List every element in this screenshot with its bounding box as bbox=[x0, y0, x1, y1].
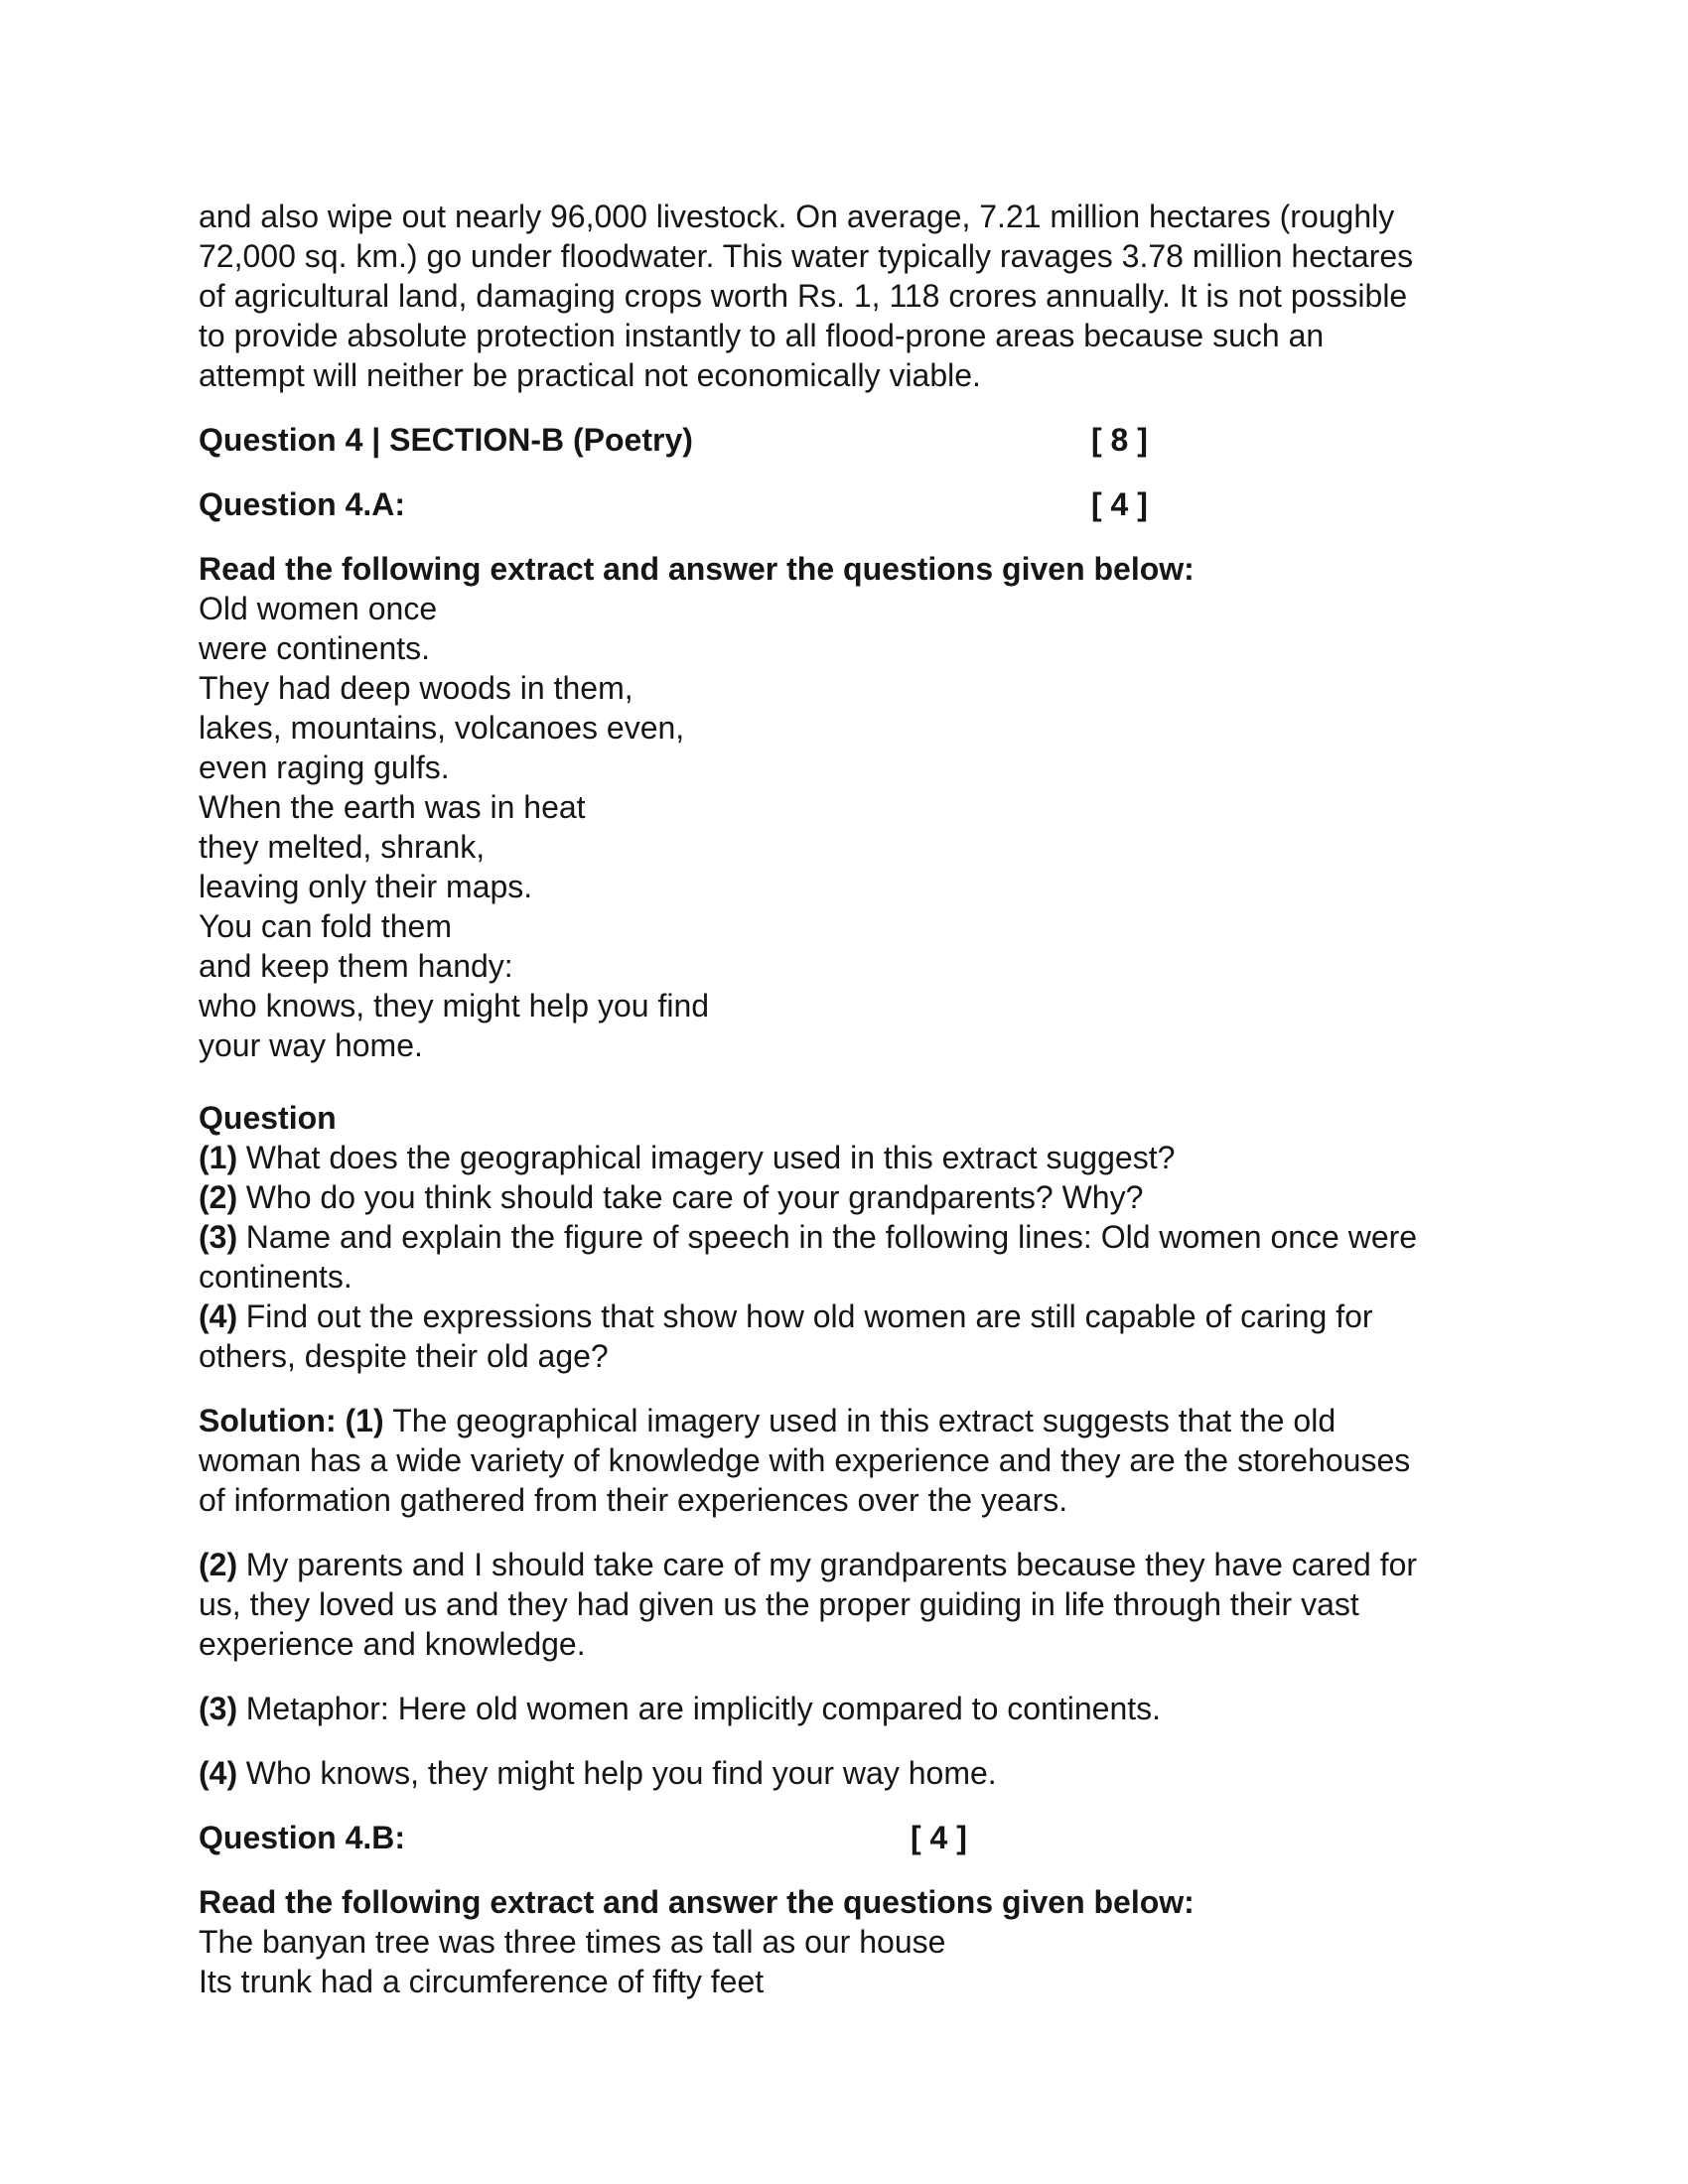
intro-line: to provide absolute protection instantly to all flood-prone areas because such an bbox=[199, 318, 1325, 353]
intro-paragraph bbox=[199, 197, 1491, 395]
poem-line: and keep them handy: bbox=[199, 948, 513, 984]
question-list-title: Question bbox=[199, 1100, 337, 1136]
solution-2-line-2: us, they loved us and they had given us the proper guiding in life through their vast bbox=[199, 1586, 1359, 1622]
extract-b-instruction: Read the following extract and answer the questions given below: bbox=[199, 1884, 1195, 1920]
poem-line: your way home. bbox=[199, 1027, 423, 1063]
question-item-1 bbox=[199, 1138, 1491, 1177]
poem-line: You can fold them bbox=[199, 908, 452, 944]
poem-line: lakes, mountains, volcanoes even, bbox=[199, 710, 685, 746]
extract-b bbox=[199, 1882, 1491, 2001]
poem-line: When the earth was in heat bbox=[199, 789, 586, 825]
solution-1-line-1 bbox=[199, 1401, 1491, 1440]
solution-paragraph-1 bbox=[199, 1401, 1491, 1520]
poem-line: who knows, they might help you find bbox=[199, 988, 710, 1024]
question-4b-marks: [ 4 ] bbox=[911, 1820, 967, 1855]
solution-1-line-2: woman has a wide variety of knowledge with experience and they are the storehouses bbox=[199, 1442, 1411, 1478]
question-item-2 bbox=[199, 1177, 1491, 1217]
solution-4-line-1 bbox=[199, 1753, 1491, 1793]
question-4a-heading bbox=[199, 484, 1491, 524]
solution-paragraph-2 bbox=[199, 1545, 1491, 1664]
solution-1-text: The geographical imagery used in this extract suggests that the old bbox=[392, 1403, 1336, 1438]
poem-line: they melted, shrank, bbox=[199, 829, 486, 865]
poem-line: They had deep woods in them, bbox=[199, 670, 633, 706]
intro-line: attempt will neither be practical not economically viable. bbox=[199, 357, 981, 393]
solution-2-lead: (2) bbox=[199, 1547, 238, 1582]
extract-b-line: The banyan tree was three times as tall as our house bbox=[199, 1924, 946, 1960]
solution-1-line-3: of information gathered from their experiences over the years. bbox=[199, 1482, 1068, 1518]
question-4b-label: Question 4.B: bbox=[199, 1820, 406, 1855]
question-4a-label: Question 4.A: bbox=[199, 486, 406, 522]
solution-paragraph-4 bbox=[199, 1753, 1491, 1793]
solution-2-text: My parents and I should take care of my grandparents because they have cared for bbox=[245, 1547, 1418, 1582]
solution-1-lead: Solution: (1) bbox=[199, 1403, 384, 1438]
question-4b-heading bbox=[199, 1818, 1491, 1857]
solution-2-line-1 bbox=[199, 1545, 1491, 1584]
extract-a-instruction: Read the following extract and answer the questions given below: bbox=[199, 551, 1195, 587]
question-item-3-continued: continents. bbox=[199, 1259, 352, 1295]
question-item-4-text: Find out the expressions that show how old women are still capable of caring for bbox=[245, 1298, 1373, 1334]
solution-paragraph-3 bbox=[199, 1689, 1491, 1728]
intro-line: and also wipe out nearly 96,000 livestock. On average, 7.21 million hectares (roughly bbox=[199, 199, 1395, 234]
poem-line: even raging gulfs. bbox=[199, 750, 450, 785]
question-item-1-text: What does the geographical imagery used in this extract suggest? bbox=[245, 1140, 1176, 1175]
question-4-heading bbox=[199, 420, 1491, 460]
extract-b-line: Its trunk had a circumference of fifty feet bbox=[199, 1964, 765, 1999]
solution-3-lead: (3) bbox=[199, 1691, 238, 1726]
solution-4-lead: (4) bbox=[199, 1755, 238, 1791]
question-4-marks: [ 8 ] bbox=[1091, 422, 1148, 458]
intro-line: of agricultural land, damaging crops worth Rs. 1, 118 crores annually. It is not possible bbox=[199, 278, 1408, 314]
question-item-3 bbox=[199, 1217, 1491, 1257]
poem-line: were continents. bbox=[199, 630, 431, 666]
question-item-1-number: (1) bbox=[199, 1140, 238, 1175]
page-content bbox=[199, 197, 1491, 2026]
question-list bbox=[199, 1098, 1491, 1376]
solution-3-line-1 bbox=[199, 1689, 1491, 1728]
question-4a-marks: [ 4 ] bbox=[1091, 486, 1148, 522]
question-item-4-continued: others, despite their old age? bbox=[199, 1338, 609, 1374]
question-item-4-number: (4) bbox=[199, 1298, 238, 1334]
poem-line: Old women once bbox=[199, 591, 438, 626]
question-item-2-text: Who do you think should take care of your grandparents? Why? bbox=[245, 1179, 1144, 1215]
question-item-2-number: (2) bbox=[199, 1179, 238, 1215]
intro-line: 72,000 sq. km.) go under floodwater. This water typically ravages 3.78 million hectares bbox=[199, 238, 1414, 274]
question-item-3-text: Name and explain the figure of speech in the following lines: Old women once were bbox=[245, 1219, 1418, 1255]
solution-3-text: Metaphor: Here old women are implicitly compared to continents. bbox=[245, 1691, 1162, 1726]
solution-4-text: Who knows, they might help you find your way home. bbox=[245, 1755, 997, 1791]
solution-2-line-3: experience and knowledge. bbox=[199, 1626, 586, 1662]
question-4-label: Question 4 | SECTION-B (Poetry) bbox=[199, 422, 693, 458]
poem-line: leaving only their maps. bbox=[199, 869, 533, 904]
extract-a bbox=[199, 549, 1491, 1065]
question-item-4 bbox=[199, 1297, 1491, 1336]
question-item-3-number: (3) bbox=[199, 1219, 238, 1255]
